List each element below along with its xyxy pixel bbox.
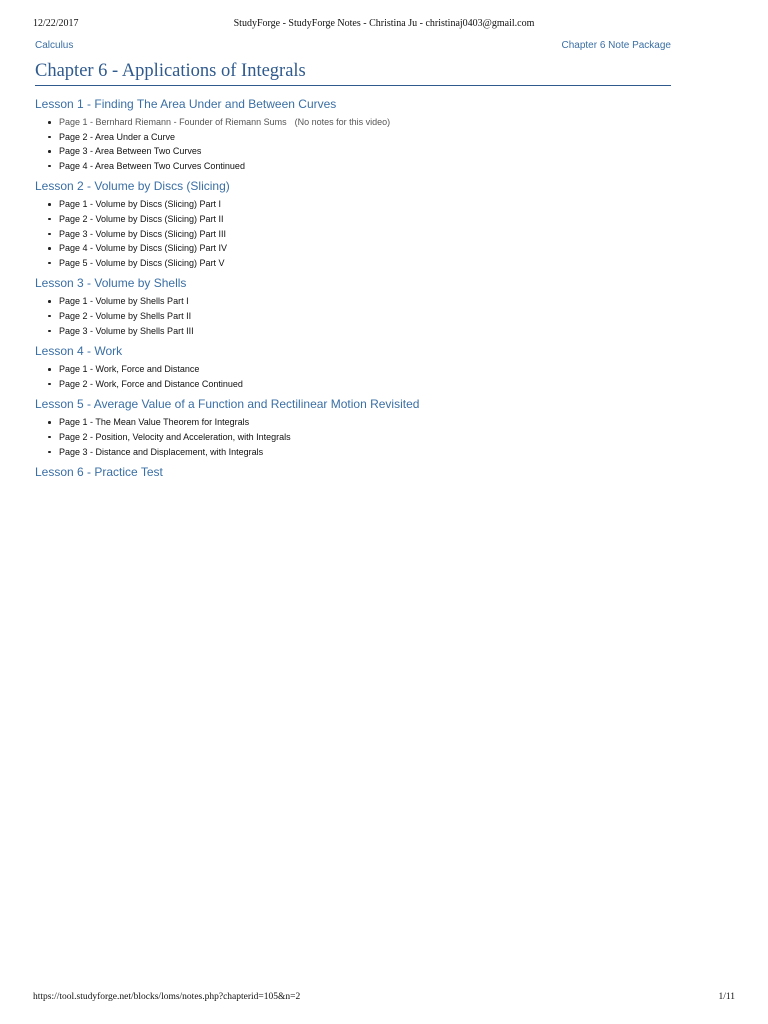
page-link[interactable] xyxy=(48,415,675,430)
chapter-title: Chapter 6 - Applications of Integrals xyxy=(35,61,671,86)
page-label: Page 1 - Work, Force and Distance xyxy=(59,364,200,375)
page-link[interactable] xyxy=(48,241,675,256)
course-link[interactable]: Calculus xyxy=(35,40,74,51)
print-url: https://tool.studyforge.net/blocks/loms/notes.php?chapterid=105&n=2 xyxy=(33,992,301,1002)
lesson-list xyxy=(35,96,675,486)
page-link[interactable] xyxy=(48,324,675,339)
page-label: Page 1 - The Mean Value Theorem for Integrals xyxy=(59,417,250,428)
page-label: Page 1 - Volume by Discs (Slicing) Part I xyxy=(59,199,222,210)
page-label: Page 1 - Bernhard Riemann - Founder of Riemann Sums xyxy=(59,117,287,127)
print-date: 12/22/2017 xyxy=(33,18,79,29)
page-list xyxy=(35,415,675,459)
page-link[interactable] xyxy=(48,115,675,130)
page-label: Page 2 - Work, Force and Distance Continued xyxy=(59,378,243,389)
page-link[interactable] xyxy=(48,445,675,460)
page-label: Page 2 - Position, Velocity and Acceleration, with Integrals xyxy=(59,431,291,442)
lesson-section xyxy=(35,275,675,338)
page-list xyxy=(35,294,675,338)
lesson-section xyxy=(35,96,675,173)
page-link[interactable] xyxy=(48,130,675,145)
page-link[interactable] xyxy=(48,197,675,212)
page-label: Page 3 - Distance and Displacement, with Integrals xyxy=(59,446,264,457)
page-link[interactable] xyxy=(48,159,675,174)
lesson-section xyxy=(35,396,675,459)
page-list xyxy=(35,362,675,391)
page-link[interactable] xyxy=(48,227,675,242)
page-link[interactable] xyxy=(48,377,675,392)
page-link[interactable] xyxy=(48,309,675,324)
page-link[interactable] xyxy=(48,212,675,227)
lesson-title-link[interactable]: Lesson 3 - Volume by Shells xyxy=(35,276,187,291)
print-page-number: 1/11 xyxy=(718,992,735,1002)
page-link[interactable] xyxy=(48,256,675,271)
page-label: Page 2 - Volume by Discs (Slicing) Part II xyxy=(59,213,224,224)
page-label: Page 3 - Volume by Shells Part III xyxy=(59,325,194,336)
page-label: Page 4 - Area Between Two Curves Continued xyxy=(59,160,245,171)
print-header xyxy=(33,18,735,32)
print-page-title: StudyForge - StudyForge Notes - Christina Ju - christinaj0403@gmail.com xyxy=(233,18,535,29)
lesson-title-link[interactable]: Lesson 2 - Volume by Discs (Slicing) xyxy=(35,179,230,194)
page-label: Page 1 - Volume by Shells Part I xyxy=(59,296,189,307)
page-link[interactable] xyxy=(48,144,675,159)
page-link[interactable] xyxy=(48,430,675,445)
lesson-section xyxy=(35,343,675,391)
page-link[interactable] xyxy=(48,294,675,309)
lesson-title-link[interactable]: Lesson 6 - Practice Test xyxy=(35,465,163,480)
page-label: Page 2 - Volume by Shells Part II xyxy=(59,310,192,321)
page-label: Page 4 - Volume by Discs (Slicing) Part IV xyxy=(59,243,228,254)
lesson-section xyxy=(35,178,675,270)
lesson-section xyxy=(35,464,675,481)
page-note: (No notes for this video) xyxy=(294,117,391,127)
page-label: Page 3 - Volume by Discs (Slicing) Part III xyxy=(59,228,227,239)
page-list xyxy=(35,115,675,173)
page-label: Page 3 - Area Between Two Curves xyxy=(59,146,202,157)
page-label: Page 2 - Area Under a Curve xyxy=(59,131,176,142)
lesson-title-link[interactable]: Lesson 1 - Finding The Area Under and Between Curves xyxy=(35,97,337,111)
lesson-title-link[interactable]: Lesson 4 - Work xyxy=(35,344,123,359)
page-label: Page 5 - Volume by Discs (Slicing) Part V xyxy=(59,257,225,268)
page-list xyxy=(35,197,675,270)
print-footer xyxy=(33,992,735,1006)
note-package-link[interactable]: Chapter 6 Note Package xyxy=(561,40,671,51)
page-link[interactable] xyxy=(48,362,675,377)
breadcrumb xyxy=(35,40,671,54)
lesson-title-link[interactable]: Lesson 5 - Average Value of a Function and Rectilinear Motion Revisited xyxy=(35,397,420,412)
